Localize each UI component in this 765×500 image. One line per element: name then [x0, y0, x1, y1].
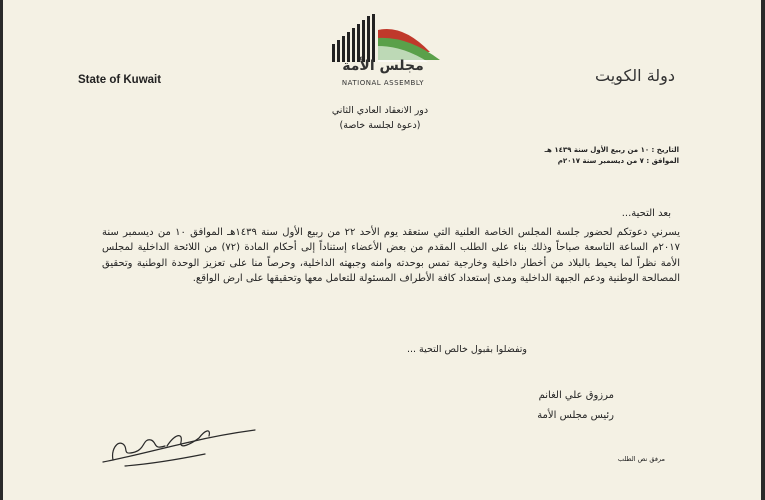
session-subtitle: (دعوة لجلسة خاصة) — [339, 120, 421, 131]
letter-dates — [545, 145, 679, 167]
right-scan-edge — [761, 0, 765, 500]
state-name-english: State of Kuwait — [78, 74, 162, 86]
signer-name: مرزوق علي الغانم — [538, 390, 614, 401]
signer-title: رئيس مجلس الأمة — [537, 410, 614, 421]
signer-block — [537, 386, 614, 426]
attachment-note: مرفق نص الطلب — [617, 455, 665, 463]
letter-body: يسرني دعوتكم لحضور جلسة المجلس الخاصة العلنية التي ستعقد يوم الأحد ٢٢ من ربيع الأول سنة ١٤٣٩هـ الموافق ١٠ من ديسمبر سنة ٢٠١٧م الساعة التاسعة صباحاً وذلك بناء على الطلب المقدم من بعض الأعضاء إستناداً إلى أحكام المادة (٧٢) من اللائحة الداخلية لمجلس الأمة نظراً لما يحيط بالبلاد من أخطار داخلية وخارجية تمس بوحدته وامنه وجبهته الداخلية، وحرصاً منا على تعزيز الوحدة الوطنية وتحقيق المصالحة الوطنية ودعم الجبهة الداخلية ومدى إستعداد كافة الأطراف المسئولة للتعامل معها وتحقيقها على ارض الواقع. — [102, 227, 681, 285]
left-scan-edge — [0, 0, 3, 500]
hijri-date: التاريخ : ١٠ من ربيع الأول سنة ١٤٣٩ هـ — [544, 146, 679, 154]
gregorian-date: الموافق : ٧ من ديسمبر سنة ٢٠١٧م — [557, 157, 679, 165]
letter-greeting: بعد التحية... — [621, 208, 671, 219]
state-name-arabic: دولة الكويت — [595, 66, 675, 85]
logo-arabic-text: مجلس الأمة — [342, 58, 424, 74]
session-title: دور الانعقاد العادي الثاني — [331, 105, 429, 116]
letter-closing: وتفضلوا بقبول خالص التحية ... — [406, 344, 527, 355]
logo-english-text: NATIONAL ASSEMBLY — [341, 79, 425, 87]
session-heading — [300, 103, 460, 133]
handwritten-signature-icon — [95, 420, 260, 470]
